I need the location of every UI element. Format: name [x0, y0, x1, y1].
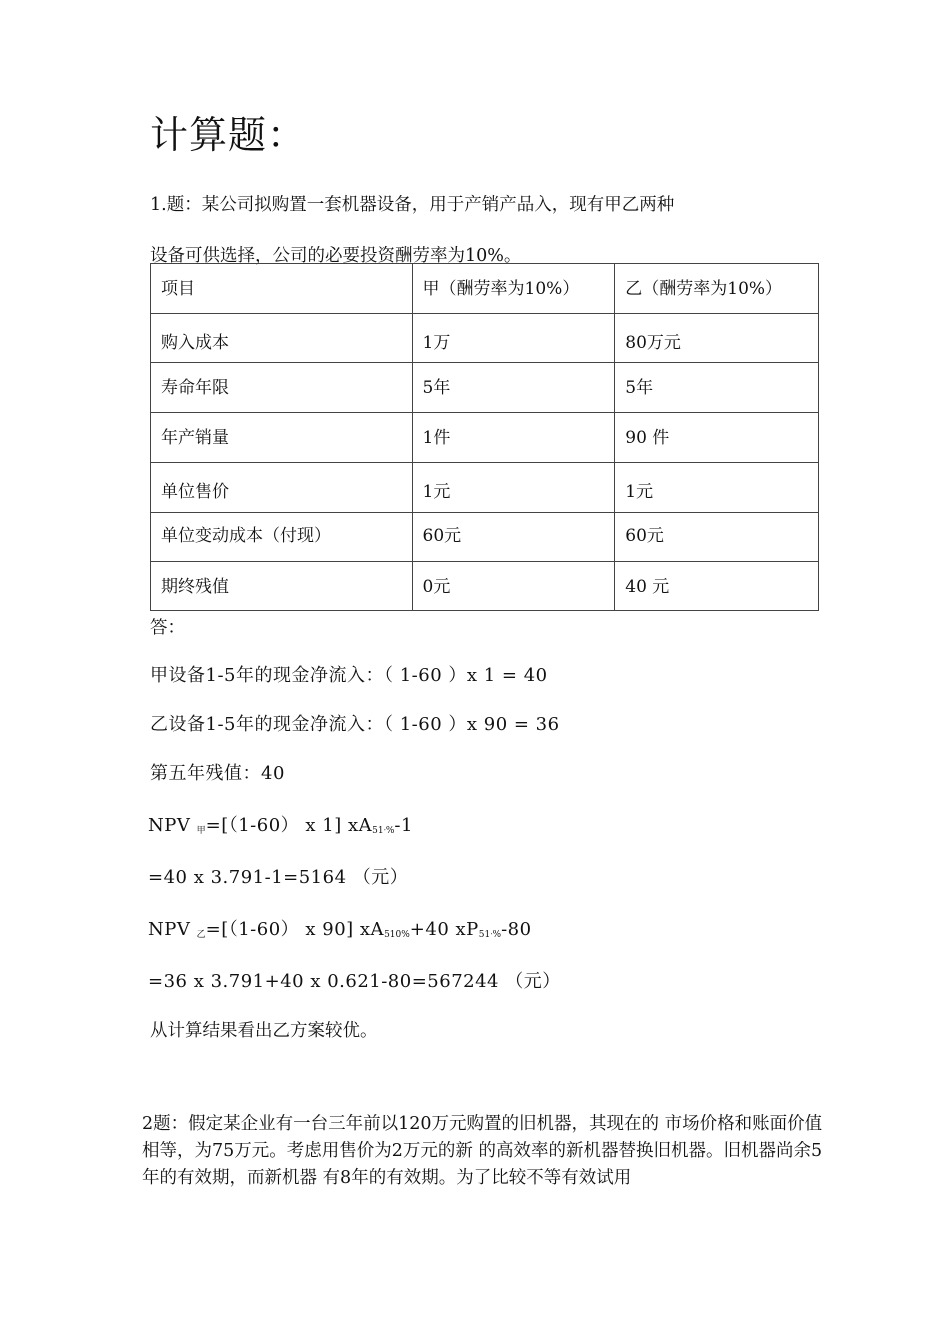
- table-cell: 40 元: [615, 562, 819, 611]
- page-title: 计算题：: [150, 113, 307, 157]
- table-cell: 单位售价: [151, 463, 413, 513]
- npv-expression: =[（1-60） x 1] xA: [205, 815, 373, 836]
- answer-cashflow-b: 乙设备1-5年的现金净流入：（ 1-60 ）x 90 = 36: [150, 714, 560, 735]
- table-cell: 1件: [412, 413, 615, 463]
- table-cell: 80万元: [615, 314, 819, 363]
- npv-label: NPV: [148, 815, 191, 836]
- npv-label: NPV: [148, 919, 191, 940]
- table-cell: 0元: [412, 562, 615, 611]
- table-cell: 60元: [615, 513, 819, 562]
- annuity-subscript: 51ᐧ%: [372, 826, 395, 836]
- table-cell: 1万: [412, 314, 615, 363]
- table-header-cell: 项目: [151, 264, 413, 314]
- npv-subscript: 乙: [196, 930, 206, 940]
- table-row: [151, 463, 819, 513]
- answer-label: 答：: [150, 618, 185, 638]
- table-row: [151, 314, 819, 363]
- table-cell: 购入成本: [151, 314, 413, 363]
- table-cell: 1元: [412, 463, 615, 513]
- table-cell: 期终残值: [151, 562, 413, 611]
- answer-npv-a-formula: [148, 811, 413, 837]
- npv-expression: =[（1-60） x 90] xA: [205, 919, 385, 940]
- answer-residual-value: 第五年残值：40: [150, 763, 285, 784]
- table-header-row: [151, 264, 819, 314]
- question-1-line-2: 设备可供选择，公司的必要投资酬劳率为10%。: [150, 246, 522, 266]
- present-value-subscript: 51ᐧ%: [478, 930, 502, 940]
- question-1-line-1: 1.题：某公司拟购置一套机器设备，用于产销产品入，现有甲乙两种: [150, 195, 675, 215]
- question-2-text: 2题：假定某企业有一台三年前以120万元购置的旧机器，其现在的 市场价格和账面价值相等，为75万元。考虑用售价为2万元的新 的高效率的新机器替换旧机器。旧机器尚余5年的有效期，而新机器 有8年的有效期。为了比较不等有效试用: [142, 1114, 823, 1188]
- table-cell: 寿命年限: [151, 363, 413, 413]
- table-cell: 年产销量: [151, 413, 413, 463]
- answer-conclusion: 从计算结果看出乙方案较优。: [150, 1021, 378, 1041]
- table-header-cell: 甲（酬劳率为10%）: [412, 264, 615, 314]
- table-header-cell: 乙（酬劳率为10%）: [615, 264, 819, 314]
- table-cell: 1元: [615, 463, 819, 513]
- table-row: [151, 363, 819, 413]
- npv-expression-end: -1: [394, 815, 413, 836]
- answer-npv-b-formula: [148, 915, 532, 941]
- table-cell: 90 件: [615, 413, 819, 463]
- table-row: [151, 413, 819, 463]
- answer-npv-a-result: =40 x 3.791-1=5164 （元）: [148, 867, 409, 888]
- npv-expression-middle: +40 xP: [409, 919, 479, 940]
- annuity-subscript: 510%: [384, 930, 410, 940]
- table-cell: 单位变动成本（付现）: [151, 513, 413, 562]
- answer-npv-b-result: =36 x 3.791+40 x 0.621-80=567244 （元）: [148, 971, 561, 992]
- npv-expression-end: -80: [501, 919, 532, 940]
- table-cell: 60元: [412, 513, 615, 562]
- equipment-comparison-table: [150, 263, 819, 611]
- table-row: [151, 513, 819, 562]
- answer-cashflow-a: 甲设备1-5年的现金净流入：（ 1-60 ）x 1 = 40: [150, 665, 548, 686]
- table-cell: 5年: [412, 363, 615, 413]
- table-row: [151, 562, 819, 611]
- npv-subscript: 甲: [196, 826, 206, 836]
- table-cell: 5年: [615, 363, 819, 413]
